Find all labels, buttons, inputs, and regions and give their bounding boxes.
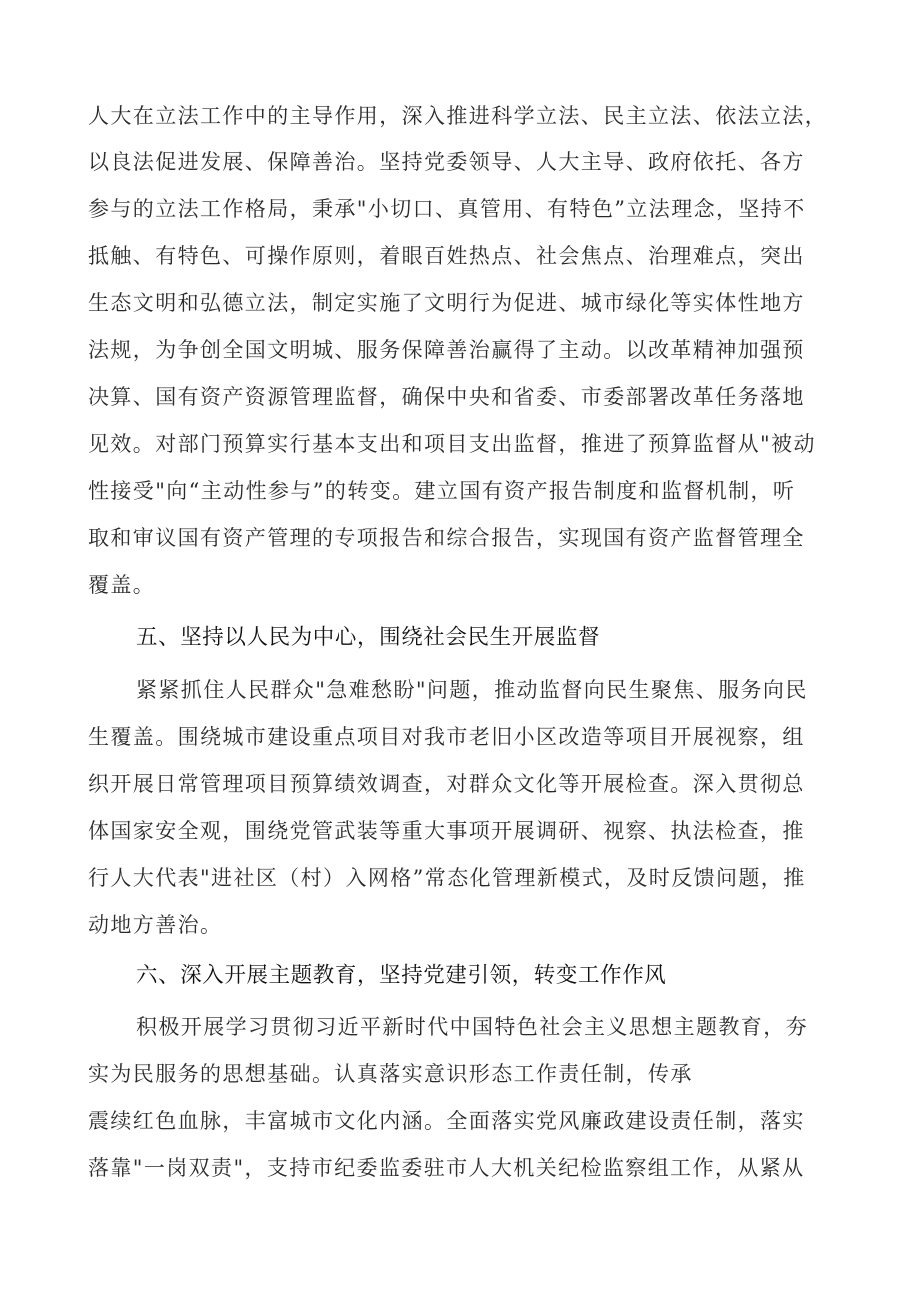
paragraph-3-line: 震续红色血脉，丰富城市文化内涵。全面落实党风廉政建设责任制，落实 [88, 1109, 805, 1133]
paragraph-2-line: 行人大代表"进社区（村）入网格”常态化管理新模式，及时反馈问题，推 [88, 866, 806, 890]
section-heading-5: 五、坚持以人民为中心，围绕社会民生开展监督 [136, 625, 601, 650]
paragraph-1-line: 人大在立法工作中的主导作用，深入推进科学立法、民主立法、依法立法， [88, 104, 828, 128]
paragraph-1-line: 以良法促进发展、保障善治。坚持党委领导、人大主导、政府依托、各方 [88, 150, 805, 174]
paragraph-2-line: 动地方善治。 [88, 913, 223, 937]
paragraph-1-line: 性接受"向“主动性参与”的转变。建立国有资产报告制度和监督机制，听 [88, 479, 796, 503]
paragraph-2-line: 体国家安全观，围绕党管武装等重大事项开展调研、视察、执法检查，推 [88, 819, 805, 843]
paragraph-2-line: 生覆盖。围绕城市建设重点项目对我市老旧小区改造等项目开展视察，组 [88, 725, 805, 749]
paragraph-1-line: 取和审议国有资产管理的专项报告和综合报告，实现国有资产监督管理全 [88, 526, 805, 550]
paragraph-1-line: 法规，为争创全国文明城、服务保障善治赢得了主动。以改革精神加强预 [88, 338, 805, 362]
paragraph-1-line: 决算、国有资产资源管理监督，确保中央和省委、市委部署改革任务落地 [88, 385, 805, 409]
paragraph-1-line: 参与的立法工作格局，秉承"小切口、真管用、有特色”立法理念，坚持不 [88, 197, 806, 221]
paragraph-3-line: 实为民服务的思想基础。认真落实意识形态工作责任制，传承 [88, 1062, 693, 1086]
paragraph-1-line: 覆盖。 [88, 573, 156, 597]
paragraph-3-line: 积极开展学习贯彻习近平新时代中国特色社会主义思想主题教育，夯 [136, 1015, 808, 1039]
paragraph-1-line: 抵触、有特色、可操作原则，着眼百姓热点、社会焦点、治理难点，突出 [88, 244, 805, 268]
paragraph-1-line: 见效。对部门预算实行基本支出和项目支出监督，推进了预算监督从"被动 [88, 432, 816, 456]
paragraph-2-line: 织开展日常管理项目预算绩效调查，对群众文化等开展检查。深入贯彻总 [88, 772, 805, 796]
paragraph-3-line: 落靠"一岗双责"，支持市纪委监委驻市人大机关纪检监察组工作，从紧从 [88, 1156, 805, 1180]
section-heading-6: 六、深入开展主题教育，坚持党建引领，转变工作作风 [136, 963, 667, 988]
paragraph-1-line: 生态文明和弘德立法，制定实施了文明行为促进、城市绿化等实体性地方 [88, 291, 805, 315]
paragraph-2-line: 紧紧抓住人民群众"急难愁盼"问题，推动监督向民生聚焦、服务向民 [136, 678, 808, 702]
